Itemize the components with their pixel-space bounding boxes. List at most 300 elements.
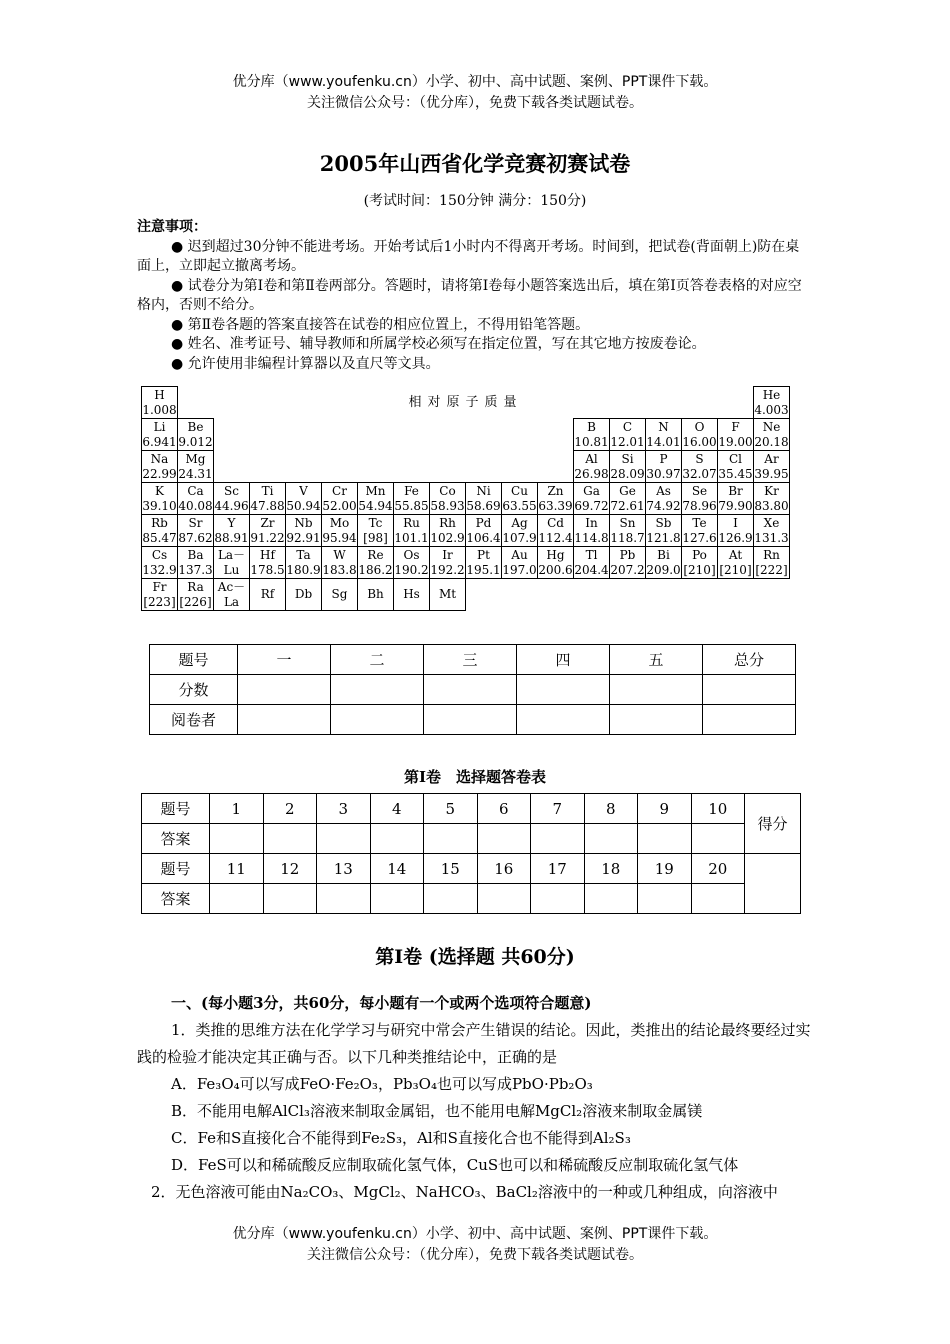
answer-cell[interactable]: [691, 824, 745, 854]
element-mass: 92.91: [286, 530, 321, 545]
element-symbol: Hf: [260, 547, 275, 562]
element-cell: [178, 483, 214, 515]
element-cell: [214, 579, 250, 611]
element-mass: 107.9: [502, 530, 537, 545]
answer-cell[interactable]: [691, 884, 745, 914]
answer-cell[interactable]: [210, 824, 264, 854]
element-mass: 87.62: [178, 530, 213, 545]
element-symbol: Rb: [151, 515, 168, 530]
element-symbol: Sc: [224, 483, 239, 498]
element-cell: [142, 387, 178, 419]
element-mass: 118.7: [610, 530, 645, 545]
element-cell: [718, 547, 754, 579]
element-symbol: Bh: [367, 587, 384, 601]
element-mass: [222]: [755, 562, 788, 577]
element-symbol: Re: [367, 547, 384, 562]
element-symbol: Se: [691, 483, 708, 498]
element-symbol: Ti: [261, 483, 274, 498]
score-cell[interactable]: [331, 705, 424, 735]
element-symbol: Rf: [260, 587, 275, 601]
element-cell: [250, 483, 286, 515]
answer-cell[interactable]: [210, 884, 264, 914]
element-symbol: As: [656, 483, 671, 498]
element-cell: [754, 483, 790, 515]
element-cell: [142, 451, 178, 483]
element-symbol: Ar: [764, 451, 779, 466]
element-symbol: Bi: [657, 547, 670, 562]
element-mass: 63.39: [538, 498, 573, 513]
element-symbol: V: [299, 483, 308, 498]
element-cell: [538, 483, 574, 515]
element-mass: 91.22: [250, 530, 285, 545]
score-header: 三: [424, 645, 517, 675]
question-number: 11: [210, 854, 264, 884]
score-header: 总分: [703, 645, 796, 675]
empty-cell: [466, 579, 790, 611]
element-symbol: Os: [403, 547, 420, 562]
notes-heading: 注意事项：: [137, 219, 207, 235]
element-mass: 69.72: [574, 498, 609, 513]
question-number: 14: [370, 854, 424, 884]
element-mass: 20.18: [754, 434, 789, 449]
element-mass: 58.93: [430, 498, 465, 513]
element-symbol: H: [154, 387, 165, 402]
element-mass: 74.92: [646, 498, 681, 513]
element-symbol: Al: [585, 451, 598, 466]
element-cell: [430, 579, 466, 611]
answer-cell[interactable]: [424, 824, 478, 854]
element-symbol: Na: [150, 451, 169, 466]
element-cell: [682, 483, 718, 515]
answer-table: [141, 793, 801, 914]
element-symbol: Mo: [329, 515, 350, 530]
element-mass: 1.008: [142, 402, 177, 417]
element-mass: 132.9: [142, 562, 177, 577]
element-cell: [430, 483, 466, 515]
element-symbol: Pd: [475, 515, 492, 530]
answer-cell[interactable]: [638, 884, 692, 914]
element-symbol: Sg: [331, 587, 348, 601]
header-line1: 优分库（www.youfenku.cn）小学、初中、高中试题、案例、PPT课件下载。: [232, 74, 718, 90]
element-cell: [178, 547, 214, 579]
element-mass: 10.81: [574, 434, 609, 449]
element-cell: [718, 515, 754, 547]
question-number-row: [142, 794, 801, 824]
element-cell: [466, 483, 502, 515]
score-cell[interactable]: [238, 675, 331, 705]
element-symbol: Ba: [187, 547, 204, 562]
answer-cell[interactable]: [263, 884, 317, 914]
element-mass: 50.94: [286, 498, 321, 513]
element-mass: 102.9: [430, 530, 465, 545]
element-cell: [358, 483, 394, 515]
element-cell: [178, 419, 214, 451]
score-header: 四: [517, 645, 610, 675]
element-symbol: Db: [294, 587, 313, 601]
element-symbol: Tl: [585, 547, 598, 562]
element-symbol: Au: [511, 547, 528, 562]
score-table: [149, 644, 796, 735]
element-mass: 78.96: [682, 498, 717, 513]
option-text: FeS可以和稀硫酸反应制取硫化氢气体，CuS也可以和稀硫酸反应制取硫化氢气体: [198, 1156, 739, 1174]
score-header-row: [150, 645, 796, 675]
element-cell: [250, 547, 286, 579]
answer-cell[interactable]: [477, 884, 531, 914]
element-cell: [178, 579, 214, 611]
answer-cell[interactable]: [370, 884, 424, 914]
exam-info: (考试时间：150分钟 满分：150分): [363, 193, 587, 209]
header-line2: 关注微信公众号：（优分库），免费下载各类试题试卷。: [307, 95, 643, 111]
element-cell: [394, 579, 430, 611]
q1-option-a: [137, 1071, 815, 1098]
element-symbol: At: [728, 547, 743, 562]
element-cell: [646, 451, 682, 483]
empty-cell: [214, 419, 574, 451]
element-mass: 72.61: [610, 498, 645, 513]
element-symbol: Pt: [477, 547, 490, 562]
answer-row: [142, 884, 801, 914]
element-mass: 114.8: [574, 530, 609, 545]
element-symbol: Kr: [764, 483, 779, 498]
footer: [0, 1224, 950, 1266]
element-cell: [754, 547, 790, 579]
q1-stem: 1．类推的思维方法在化学学习与研究中常会产生错误的结论。因此，类推出的结论最终要经过实践的检验才能决定其正确与否。以下几种类推结论中，正确的是: [137, 1021, 811, 1066]
element-symbol: O: [694, 419, 705, 434]
element-mass: 47.88: [250, 498, 285, 513]
element-mass: 28.09: [610, 466, 645, 481]
answer-cell[interactable]: [477, 824, 531, 854]
element-symbol: S: [695, 451, 704, 466]
element-symbol: Cl: [728, 451, 743, 466]
element-mass: 26.98: [574, 466, 609, 481]
element-mass: La: [223, 594, 240, 609]
element-mass: 12.01: [610, 434, 645, 449]
question-number: 5: [424, 794, 478, 824]
score-cell[interactable]: [238, 705, 331, 735]
element-cell: [358, 547, 394, 579]
q2-stem: 2．无色溶液可能由Na₂CO₃、MgCl₂、NaHCO₃、BaCl₂溶液中的一种或几种组成，向溶液中: [151, 1183, 778, 1201]
element-cell: [754, 419, 790, 451]
score-cell[interactable]: [424, 675, 517, 705]
element-mass: 40.08: [178, 498, 213, 513]
question-number: 20: [691, 854, 745, 884]
row-label: 答案: [142, 884, 210, 914]
element-symbol: Ge: [619, 483, 636, 498]
element-cell: [142, 579, 178, 611]
element-mass: 44.96: [214, 498, 249, 513]
element-cell: [610, 483, 646, 515]
element-symbol: Ni: [476, 483, 491, 498]
element-cell: [322, 547, 358, 579]
element-mass: 32.07: [682, 466, 717, 481]
element-cell: [538, 515, 574, 547]
element-symbol: Ca: [187, 483, 204, 498]
element-symbol: Br: [728, 483, 743, 498]
score-label: 得分: [745, 794, 801, 854]
element-symbol: I: [733, 515, 738, 530]
element-mass: 137.3: [178, 562, 213, 577]
element-mass: 24.31: [178, 466, 213, 481]
footer-line1: 优分库（www.youfenku.cn）小学、初中、高中试题、案例、PPT课件下载。: [232, 1226, 718, 1242]
element-symbol: Te: [692, 515, 707, 530]
answer-cell[interactable]: [584, 884, 638, 914]
question-number: 6: [477, 794, 531, 824]
answer-cell[interactable]: [317, 884, 371, 914]
element-cell: [322, 579, 358, 611]
element-cell: [178, 515, 214, 547]
answer-cell[interactable]: [263, 824, 317, 854]
element-mass: 178.5: [250, 562, 285, 577]
element-mass: 195.1: [466, 562, 501, 577]
element-cell: [718, 483, 754, 515]
element-symbol: Ac－: [217, 579, 246, 594]
score-cell[interactable]: [703, 705, 796, 735]
question-number: 9: [638, 794, 692, 824]
table-row: [142, 515, 790, 547]
option-label: C．: [171, 1129, 198, 1147]
page-title: 2005年山西省化学竞赛初赛试卷: [319, 151, 631, 176]
element-symbol: Li: [153, 419, 166, 434]
element-cell: [250, 515, 286, 547]
option-text: Fe和S直接化合不能得到Fe₂S₃，Al和S直接化合也不能得到Al₂S₃: [197, 1129, 631, 1147]
score-header: 五: [610, 645, 703, 675]
element-symbol: Ag: [511, 515, 528, 530]
element-cell: [322, 483, 358, 515]
score-row: [150, 705, 796, 735]
element-symbol: F: [731, 419, 740, 434]
answer-cell[interactable]: [370, 824, 424, 854]
question-number: 18: [584, 854, 638, 884]
element-mass: 101.1: [394, 530, 429, 545]
element-mass: 88.91: [214, 530, 249, 545]
element-mass: 85.47: [142, 530, 177, 545]
element-mass: 35.45: [718, 466, 753, 481]
score-cell[interactable]: [424, 705, 517, 735]
element-symbol: Ta: [296, 547, 311, 562]
element-mass: 54.94: [358, 498, 393, 513]
part1-title: 第Ⅰ卷 (选择题 共60分): [375, 946, 575, 968]
element-mass: 190.2: [394, 562, 429, 577]
answer-cell[interactable]: [424, 884, 478, 914]
element-cell: [754, 515, 790, 547]
element-cell: [682, 547, 718, 579]
answer-cell[interactable]: [584, 824, 638, 854]
element-symbol: Fr: [152, 579, 167, 594]
element-symbol: Co: [439, 483, 456, 498]
element-cell: [322, 515, 358, 547]
element-cell: [574, 515, 610, 547]
element-symbol: Ne: [762, 419, 781, 434]
element-cell: [430, 547, 466, 579]
element-symbol: Mn: [365, 483, 386, 498]
element-mass: [223]: [143, 594, 176, 609]
element-symbol: Po: [692, 547, 707, 562]
score-cell[interactable]: [610, 705, 703, 735]
element-mass: 16.00: [682, 434, 717, 449]
element-mass: 192.2: [430, 562, 465, 577]
element-cell: [646, 547, 682, 579]
element-symbol: Rn: [763, 547, 780, 562]
element-mass: 55.85: [394, 498, 429, 513]
table-row: [142, 579, 790, 611]
option-label: D．: [171, 1156, 199, 1174]
q1-option-b: [137, 1098, 815, 1125]
element-mass: 200.6: [538, 562, 573, 577]
element-mass: [226]: [179, 594, 212, 609]
option-text: Fe₃O₄可以写成FeO·Fe₂O₃，Pb₃O₄也可以写成PbO·Pb₂O₃: [196, 1075, 593, 1093]
element-cell: [610, 451, 646, 483]
element-cell: [286, 547, 322, 579]
element-mass: 30.97: [646, 466, 681, 481]
element-mass: Lu: [223, 562, 240, 577]
element-cell: [142, 419, 178, 451]
element-mass: 63.55: [502, 498, 537, 513]
element-cell: [394, 547, 430, 579]
answer-cell[interactable]: [638, 824, 692, 854]
score-header: 题号: [150, 645, 238, 675]
element-symbol: Zn: [547, 483, 564, 498]
element-cell: [610, 419, 646, 451]
question-number: 10: [691, 794, 745, 824]
table-row: [142, 547, 790, 579]
element-symbol: C: [622, 419, 633, 434]
note-item: ● 允许使用非编程计算器以及直尺等文具。: [171, 355, 440, 372]
answer-cell[interactable]: [531, 824, 585, 854]
element-cell: [394, 515, 430, 547]
note-item: ● 姓名、准考证号、辅导教师和所属学校必须写在指定位置，写在其它地方按废卷论。: [171, 336, 706, 352]
table-row: [142, 451, 790, 483]
element-cell: [250, 579, 286, 611]
note-item: ● 第Ⅱ卷各题的答案直接答在试卷的相应位置上，不得用铅笔答题。: [171, 316, 590, 333]
element-cell: [502, 515, 538, 547]
element-cell: [286, 579, 322, 611]
element-symbol: In: [585, 515, 598, 530]
score-cell[interactable]: [703, 675, 796, 705]
score-cell[interactable]: [745, 854, 801, 914]
element-symbol: Xe: [763, 515, 780, 530]
question-number: 7: [531, 794, 585, 824]
element-cell: [214, 483, 250, 515]
element-symbol: Be: [187, 419, 204, 434]
element-mass: 183.8: [322, 562, 357, 577]
element-symbol: N: [658, 419, 669, 434]
element-cell: [430, 515, 466, 547]
element-cell: [682, 419, 718, 451]
question-number: 2: [263, 794, 317, 824]
score-cell[interactable]: [331, 675, 424, 705]
element-mass: 121.8: [646, 530, 681, 545]
element-mass: 186.2: [358, 562, 393, 577]
element-cell: [466, 515, 502, 547]
score-header: 二: [331, 645, 424, 675]
element-mass: 95.94: [322, 530, 357, 545]
element-symbol: Ra: [187, 579, 204, 594]
element-cell: [682, 515, 718, 547]
element-cell: [394, 483, 430, 515]
element-mass: 79.90: [718, 498, 753, 513]
element-cell: [574, 419, 610, 451]
question-number: 16: [477, 854, 531, 884]
score-row-label: 阅卷者: [150, 705, 238, 735]
element-mass: 112.4: [538, 530, 573, 545]
element-symbol: Sb: [655, 515, 672, 530]
note-item: ● 试卷分为第Ⅰ卷和第Ⅱ卷两部分。答题时，请将第Ⅰ卷每小题答案选出后，填在第Ⅰ页答卷表格的对应空格内，否则不给分。: [137, 277, 802, 313]
element-symbol: Sn: [619, 515, 636, 530]
element-symbol: Cs: [151, 547, 168, 562]
question-number: 4: [370, 794, 424, 824]
row-label: 题号: [142, 794, 210, 824]
option-text: 不能用电解AlCl₃溶液来制取金属铝，也不能用电解MgCl₂溶液来制取金属镁: [197, 1102, 703, 1120]
row-label: 题号: [142, 854, 210, 884]
element-mass: [98]: [363, 530, 388, 545]
q1-option-c: [137, 1125, 815, 1152]
element-mass: 4.003: [754, 402, 789, 417]
element-cell: [502, 483, 538, 515]
element-symbol: He: [762, 387, 781, 402]
element-mass: 131.3: [754, 530, 789, 545]
table-row: [142, 419, 790, 451]
score-row: [150, 675, 796, 705]
element-cell: [718, 419, 754, 451]
header: [0, 72, 950, 114]
element-mass: 207.2: [610, 562, 645, 577]
element-mass: 52.00: [322, 498, 357, 513]
answer-cell[interactable]: [317, 824, 371, 854]
question-number-row: [142, 854, 801, 884]
element-cell: [754, 451, 790, 483]
element-symbol: La－: [217, 547, 246, 562]
section1-heading: 一、(每小题3分，共60分，每小题有一个或两个选项符合题意): [171, 994, 592, 1012]
score-row-label: 分数: [150, 675, 238, 705]
element-mass: 83.80: [754, 498, 789, 513]
empty-cell: [214, 451, 574, 483]
option-label: B．: [171, 1102, 198, 1120]
element-cell: [574, 451, 610, 483]
element-cell: [718, 451, 754, 483]
element-symbol: Ru: [403, 515, 420, 530]
element-mass: [210]: [683, 562, 716, 577]
table-row: [142, 387, 790, 419]
element-mass: 127.6: [682, 530, 717, 545]
score-cell[interactable]: [517, 705, 610, 735]
element-cell: [574, 483, 610, 515]
q1-option-d: [137, 1152, 815, 1179]
element-cell: [754, 387, 790, 419]
element-mass: 39.95: [754, 466, 789, 481]
element-cell: [682, 451, 718, 483]
answer-cell[interactable]: [531, 884, 585, 914]
element-cell: [538, 547, 574, 579]
element-cell: [574, 547, 610, 579]
element-cell: [178, 451, 214, 483]
element-symbol: B: [587, 419, 596, 434]
element-symbol: Si: [621, 451, 634, 466]
question-number: 12: [263, 854, 317, 884]
element-mass: 126.9: [718, 530, 753, 545]
score-cell[interactable]: [517, 675, 610, 705]
element-mass: 14.01: [646, 434, 681, 449]
element-mass: 39.10: [142, 498, 177, 513]
element-symbol: Mt: [438, 587, 457, 601]
question-number: 19: [638, 854, 692, 884]
element-symbol: Y: [227, 515, 236, 530]
element-symbol: Cd: [547, 515, 564, 530]
question-number: 15: [424, 854, 478, 884]
element-cell: [610, 515, 646, 547]
answer-row: [142, 824, 801, 854]
score-cell[interactable]: [610, 675, 703, 705]
element-mass: 106.4: [466, 530, 501, 545]
